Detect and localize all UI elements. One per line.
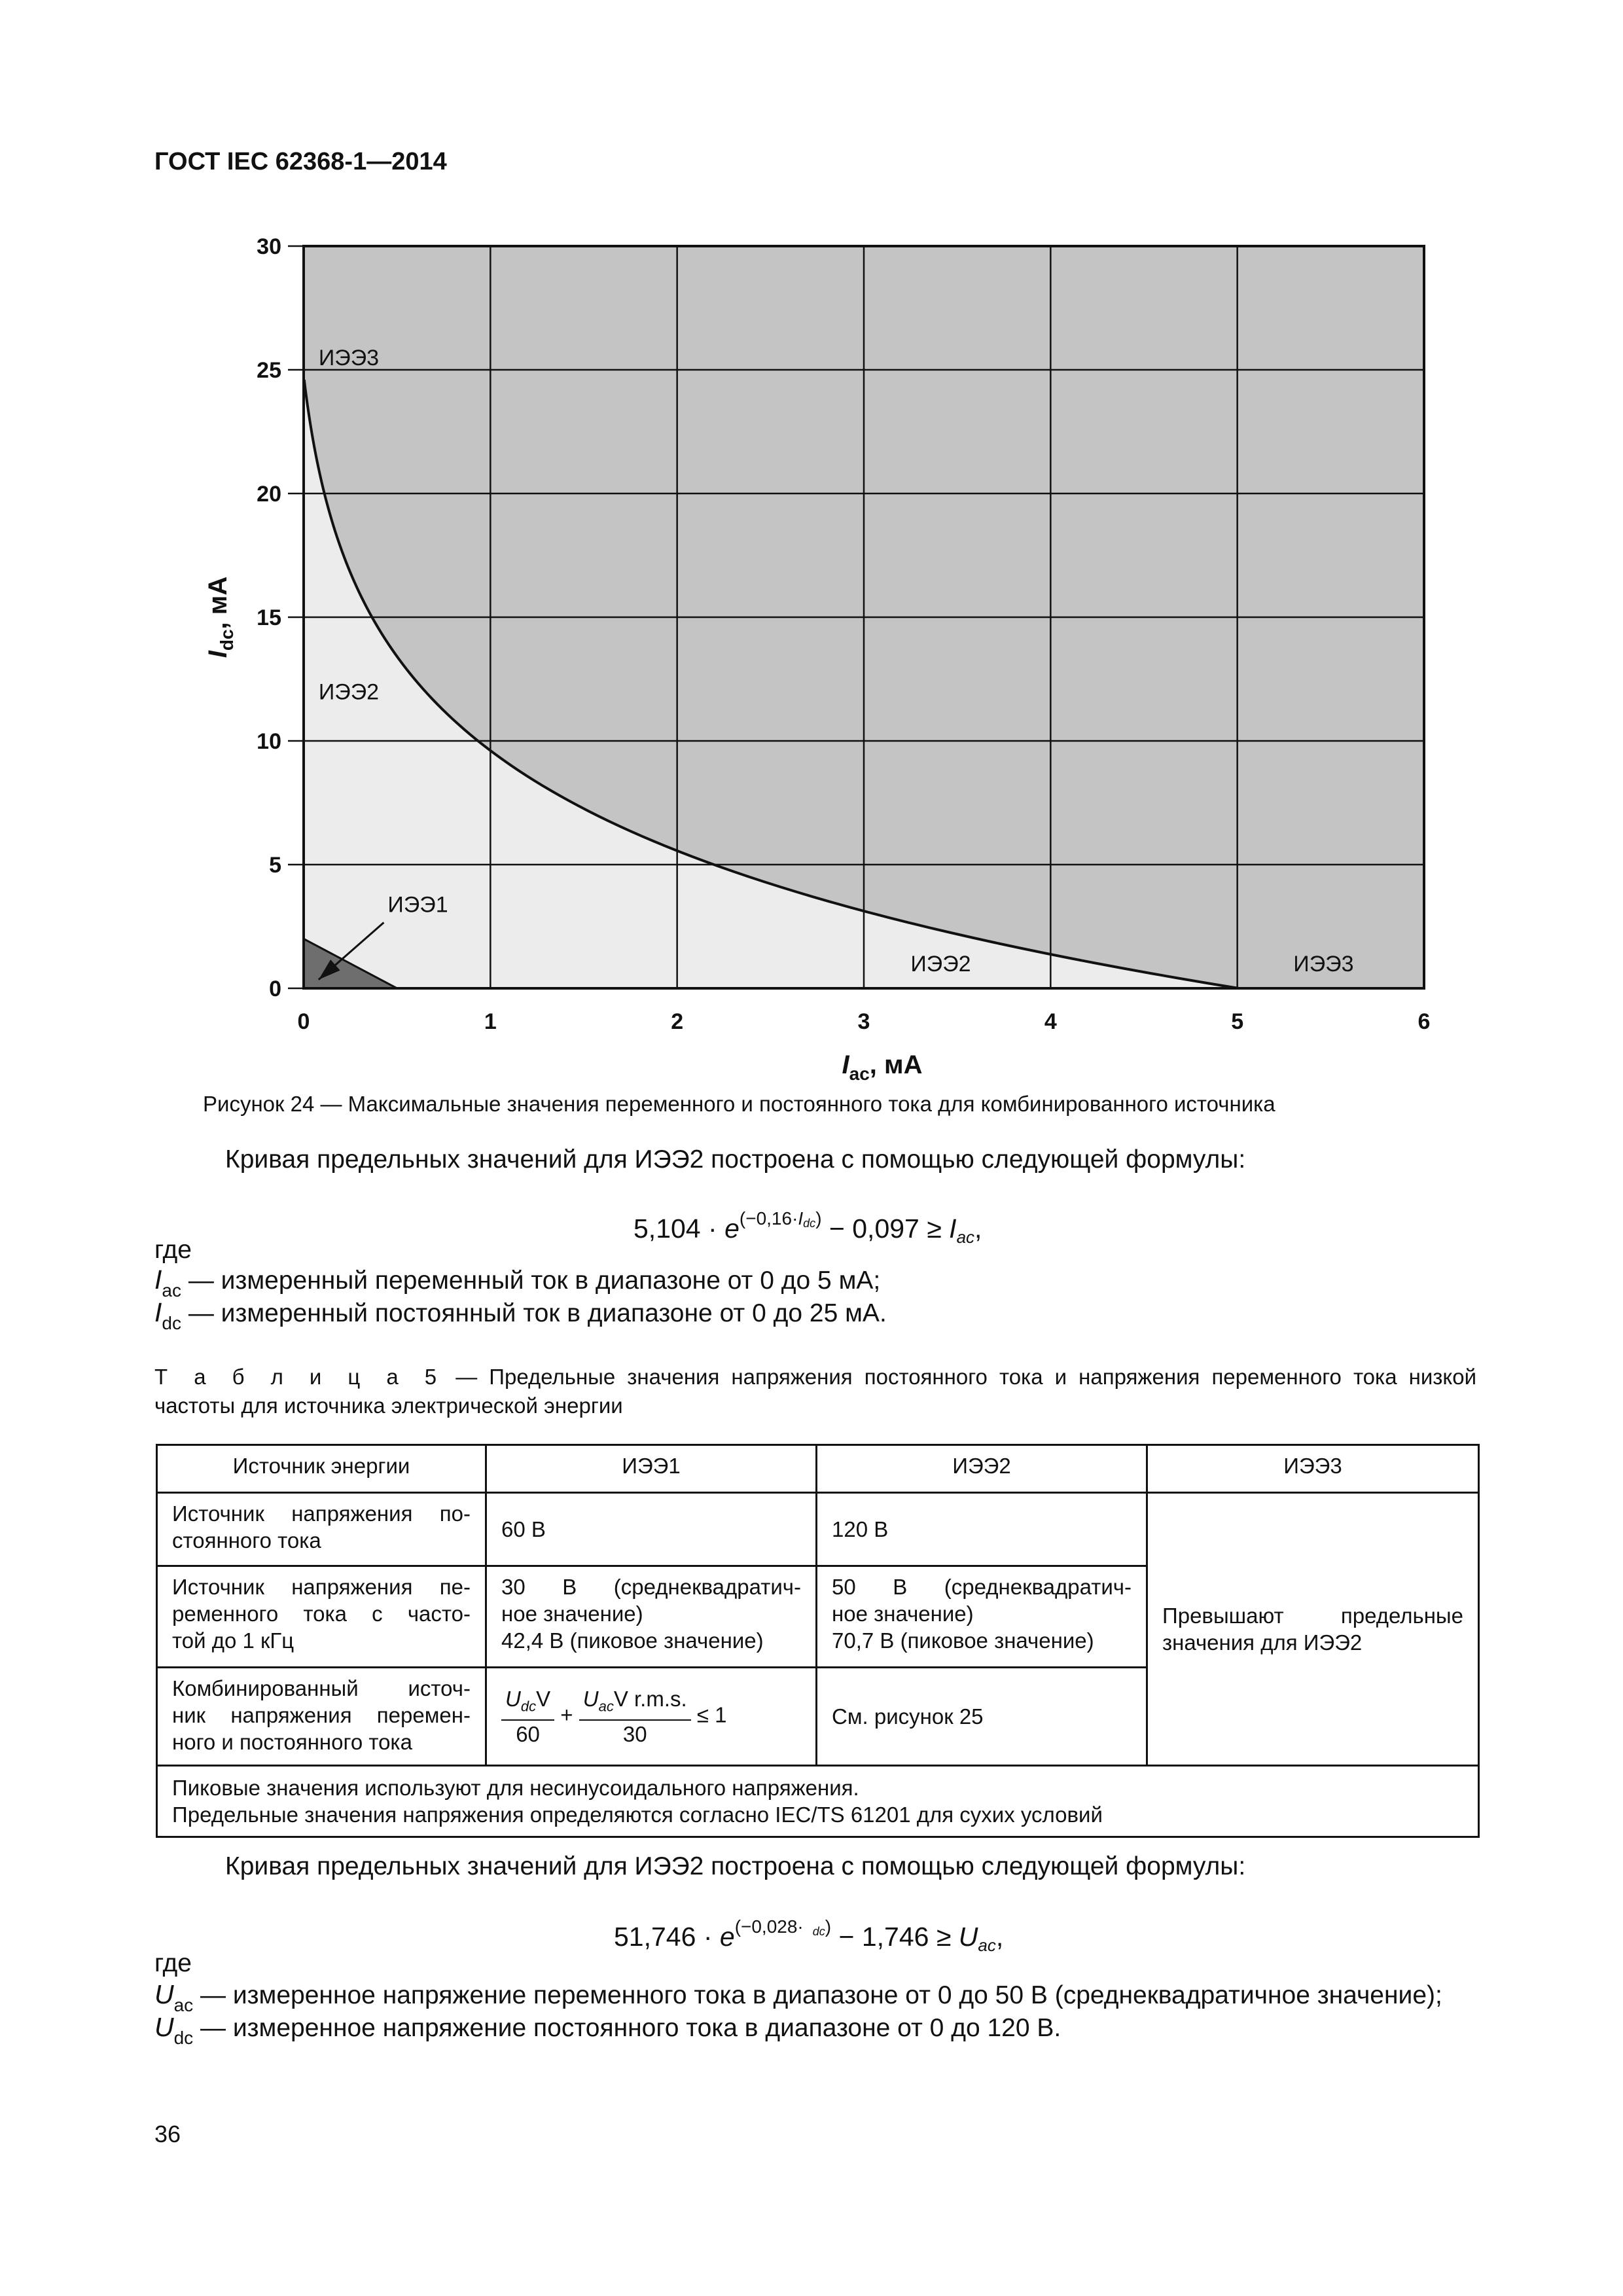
figure-caption: Рисунок 24 — Максимальные значения переменного и постоянного тока для комбинированного источника xyxy=(203,1092,1275,1116)
definition-iac: $I_{ac}$ — измеренный переменный ток в диапазоне от 0 до 5 мА; xyxy=(154,1265,881,1300)
region-label: ИЭЭ1 xyxy=(387,892,448,918)
voltage-limits-table xyxy=(156,1444,1480,1838)
x-tick-label: 3 xyxy=(857,1009,870,1034)
region-label: ИЭЭ3 xyxy=(1293,952,1354,977)
x-tick-label: 2 xyxy=(671,1009,684,1034)
formula-idc-iac: $5,104 \cdot e^{(-0,16\cdot Idc)} - 0,097 \ge I_{ac}$, xyxy=(633,1208,982,1247)
x-axis-label: $I_{ac}$, мА xyxy=(842,1050,923,1084)
table-row xyxy=(157,1493,1479,1566)
page-number: 36 xyxy=(154,2121,181,2147)
current-limits-chart xyxy=(0,0,1623,1113)
x-tick-label: 6 xyxy=(1418,1009,1431,1034)
header-iee2: ИЭЭ2 xyxy=(817,1445,1147,1493)
y-axis-label: $I_{dc}$, мА xyxy=(204,576,237,658)
x-tick-label: 4 xyxy=(1044,1009,1057,1034)
y-tick-label: 20 xyxy=(257,482,281,507)
row2-source: Источник напряжения пе- ременного тока с часто- той до 1 кГц xyxy=(157,1566,486,1668)
row1-source: Источник напряжения по- стоянного тока xyxy=(157,1493,486,1566)
fraction-uac: $\frac{U_{ac}V r.m.s.}{30}$ xyxy=(579,1685,691,1748)
row1-iee1: 60 В xyxy=(486,1493,817,1566)
row2-iee2: 50 В (среднеквадратич- ное значение) 70,7 В (пиковое значение) xyxy=(817,1566,1147,1668)
table-notes-row xyxy=(157,1766,1479,1837)
formula-udc-uac: $51,746 \cdot e^{(-0,028\cdot dc)} - 1,746 \ge U_{ac}$, xyxy=(614,1916,1004,1955)
y-tick-label: 30 xyxy=(257,234,281,259)
y-tick-label: 5 xyxy=(269,853,281,878)
y-tick-label: 10 xyxy=(257,729,281,754)
x-tick-label: 1 xyxy=(484,1009,497,1034)
where-label-2: где xyxy=(154,1949,192,1977)
row1-iee2: 120 В xyxy=(817,1493,1147,1566)
formula-coef: 5,104 xyxy=(633,1213,701,1244)
formula-intro-2: Кривая предельных значений для ИЭЭ2 построена с помощью следующей формулы: xyxy=(225,1852,1246,1880)
where-label-1: где xyxy=(154,1236,192,1264)
header-iee1: ИЭЭ1 xyxy=(486,1445,817,1493)
table-notes: Пиковые значения используют для несинусоидального напряжения. Предельные значения напряжения определяются согласно IEC/TS 61201 для сухих условий xyxy=(157,1766,1479,1837)
definition-idc: $I_{dc}$ — измеренный постоянный ток в диапазоне от 0 до 25 мА. xyxy=(154,1297,887,1333)
header-source: Источник энергии xyxy=(157,1445,486,1493)
y-tick-label: 0 xyxy=(269,977,281,1001)
y-tick-label: 15 xyxy=(257,605,281,630)
row3-iee2: См. рисунок 25 xyxy=(817,1668,1147,1766)
row2-iee1: 30 В (среднеквадратич- ное значение) 42,4 В (пиковое значение) xyxy=(486,1566,817,1668)
header-iee3: ИЭЭ3 xyxy=(1147,1445,1479,1493)
formula-intro-1: Кривая предельных значений для ИЭЭ2 построена с помощью следующей формулы: xyxy=(225,1145,1246,1174)
table-title: Т а б л и ц а 5 — Предельные значения напряжения постоянного тока и напряжения переменного тока низкой частоты для источника электрической энергии xyxy=(154,1365,1476,1418)
region-label: ИЭЭ2 xyxy=(910,952,971,977)
table-header-row xyxy=(157,1445,1479,1493)
x-tick-label: 5 xyxy=(1231,1009,1244,1034)
x-tick-label: 0 xyxy=(297,1009,310,1034)
fraction-udc: $\frac{U_{dc}V}{60}$ xyxy=(501,1685,554,1748)
region-label: ИЭЭ2 xyxy=(318,679,380,705)
definition-udc: $U_{dc}$ — измеренное напряжение постоянного тока в диапазоне от 0 до 120 В. xyxy=(154,2012,1061,2048)
document-header: ГОСТ IEC 62368-1—2014 xyxy=(154,148,447,175)
iee3-merged-cell: Превышают предельные значения для ИЭЭ2 xyxy=(1147,1493,1479,1766)
definition-uac: $U_{ac}$ — измеренное напряжение переменного тока в диапазоне от 0 до 50 В (среднеквадратичное значение); xyxy=(154,1979,1442,2015)
region-label: ИЭЭ3 xyxy=(318,346,380,371)
y-tick-label: 25 xyxy=(257,358,281,383)
row3-iee1-formula: $\frac{U_{dc}V}{60}$ + $\frac{U_{ac}V r.m.s.}{30}$ ≤ 1 xyxy=(486,1668,817,1766)
row3-source: Комбинированный источ- ник напряжения перемен- ного и постоянного тока xyxy=(157,1668,486,1766)
